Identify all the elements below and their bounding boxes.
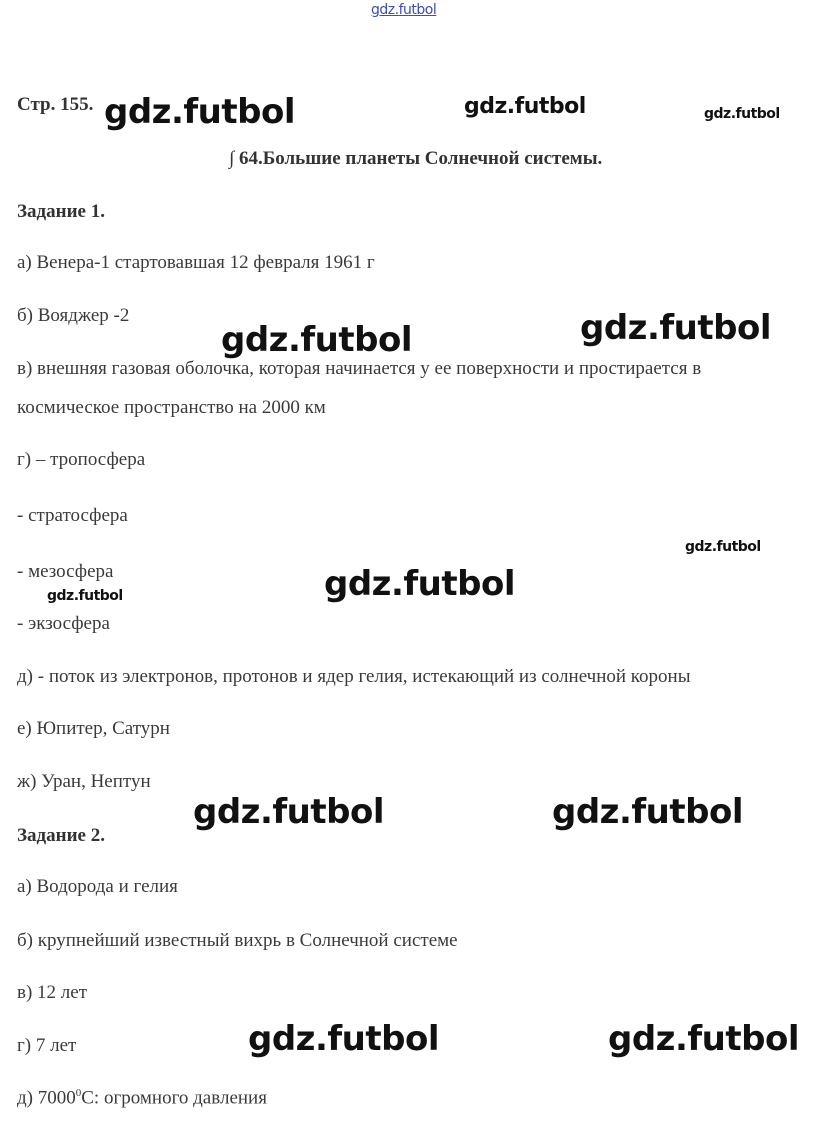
task1-answer-g-item: - стратосфера: [17, 505, 128, 526]
watermark: gdz.futbol: [464, 94, 586, 119]
task2-answer-v: в) 12 лет: [17, 982, 88, 1003]
task2-answer-g: г) 7 лет: [17, 1035, 77, 1056]
task1-answer-b: б) Вояджер -2: [17, 305, 130, 326]
task2-answer-d-prefix: д) 7000: [17, 1087, 76, 1109]
watermark: gdz.futbol: [704, 106, 780, 122]
task1-answer-g-item: - мезосфера: [17, 561, 114, 582]
task2-answer-d-suffix: С: огромного давления: [81, 1087, 267, 1109]
watermark: gdz.futbol: [47, 588, 123, 604]
task2-heading: Задание 2.: [17, 825, 105, 846]
task1-answer-d: д) - поток из электронов, протонов и ядер гелия, истекающий из солнечной короны: [17, 666, 691, 687]
watermark: gdz.futbol: [248, 1019, 439, 1059]
task2-answer-d: [17, 1087, 267, 1109]
task1-answer-g-item: - экзосфера: [17, 613, 110, 634]
task1-answer-zh: ж) Уран, Нептун: [17, 771, 151, 792]
watermark: gdz.futbol: [324, 564, 515, 604]
watermark: gdz.futbol: [608, 1019, 799, 1059]
page-title: ∫ 64.Большие планеты Солнечной системы.: [229, 148, 603, 169]
task2-answer-a: а) Водорода и гелия: [17, 876, 178, 897]
task1-answer-a: а) Венера-1 стартовавшая 12 февраля 1961 г: [17, 252, 375, 273]
watermark: gdz.futbol: [685, 539, 761, 555]
page-number: Стр. 155.: [17, 94, 94, 115]
task1-answer-v-line1: в) внешняя газовая оболочка, которая начинается у ее поверхности и простирается в: [17, 358, 702, 379]
task1-answer-g: г) – тропосфера: [17, 449, 146, 470]
watermark: gdz.futbol: [193, 792, 384, 832]
watermark: gdz.futbol: [104, 92, 295, 132]
degree-superscript: 0: [75, 1087, 82, 1099]
watermark: gdz.futbol: [580, 308, 771, 348]
watermark: gdz.futbol: [221, 320, 412, 360]
task2-answer-b: б) крупнейший известный вихрь в Солнечной системе: [17, 930, 458, 951]
task1-answer-e: е) Юпитер, Сатурн: [17, 718, 170, 739]
watermark: gdz.futbol: [552, 792, 743, 832]
watermark-top-link[interactable]: gdz.futbol: [371, 2, 437, 18]
task1-heading: Задание 1.: [17, 201, 105, 222]
task1-answer-v-line2: космическое пространство на 2000 км: [17, 397, 326, 418]
